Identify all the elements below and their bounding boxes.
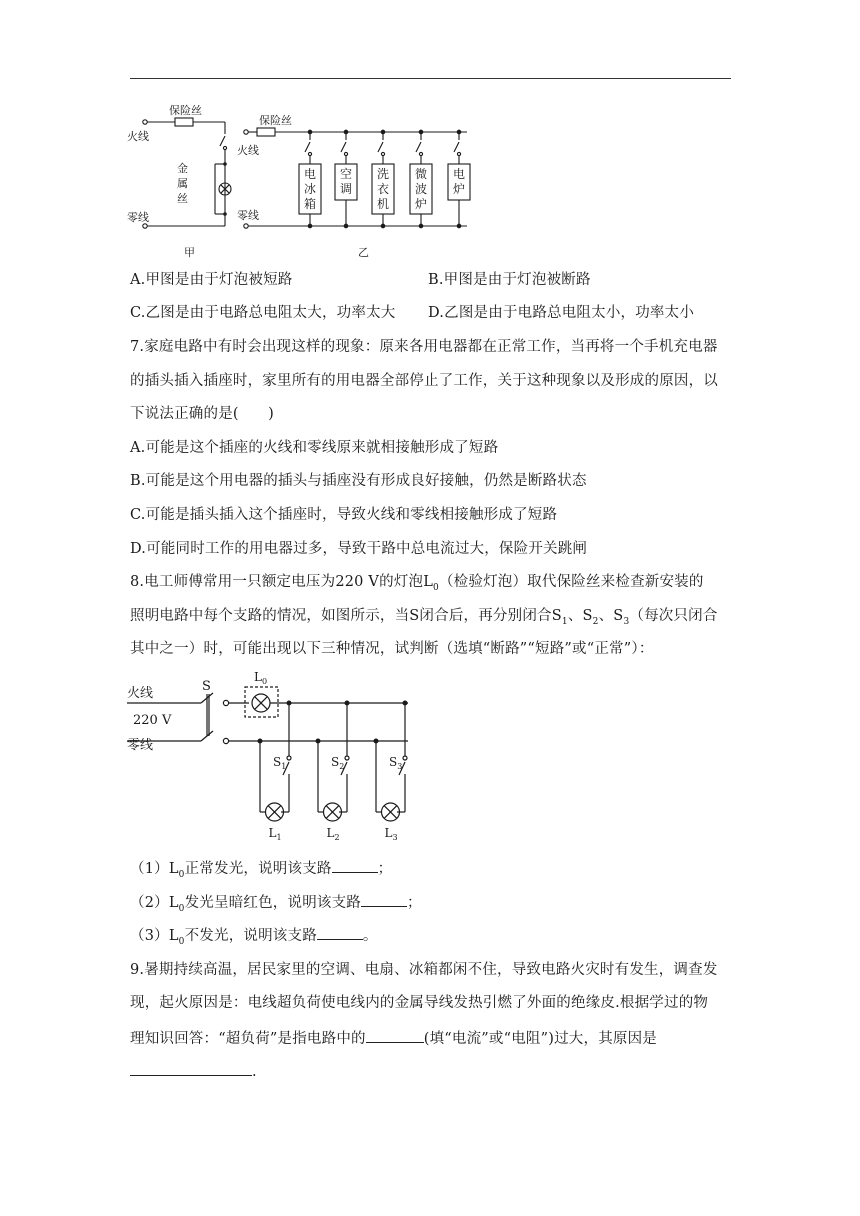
switch-contact <box>287 756 291 760</box>
q8-stem-2-c1: 、S <box>567 608 593 624</box>
switch-contact <box>344 152 347 155</box>
q8-item-2-sub: 0 <box>178 904 185 914</box>
q6-option-a: A.甲图是由于灯泡被短路 <box>130 272 293 288</box>
live-label: 火线 <box>127 686 154 701</box>
switch-contact <box>381 152 384 155</box>
appliance-label-char: 空 <box>340 167 353 181</box>
appliance-label-char: 洗 <box>377 167 390 181</box>
q8-item-1-sub: 0 <box>178 870 185 880</box>
branch-switch-label: $S_3$ <box>389 755 403 771</box>
branch-switch <box>305 142 310 152</box>
caption-yi: 乙 <box>358 246 369 259</box>
q8-stem-2a: 照明电路中每个支路的情况，如图所示，当S闭合后，再分别闭合S <box>130 608 562 624</box>
branch-lamp-label: $L_3$ <box>384 826 398 842</box>
switch-contact <box>419 152 422 155</box>
metal-wire-char-2: 属 <box>177 177 188 190</box>
q8-item-2-pre: （2）L <box>130 895 179 911</box>
q9-blank-1[interactable] <box>366 1027 424 1043</box>
q9-line-3 <box>130 1027 731 1049</box>
appliance-label-char: 衣 <box>377 182 390 196</box>
neutral-label-yi: 零线 <box>237 209 259 222</box>
q8-item-1-blank[interactable] <box>332 857 378 873</box>
test-lamp-label <box>254 670 267 686</box>
switch-contact <box>403 756 407 760</box>
q8-stem-1a: 8.电工师傅常用一只额定电压为220 V的灯泡L <box>130 574 434 590</box>
q8-stem-2-s2: 2 <box>592 617 599 627</box>
q9-line-1: 9.暑期持续高温，居民家里的空调、电扇、冰箱都闲不住，导致电路火灾时有发生，调查发 <box>130 962 718 978</box>
q9-line-4 <box>130 1060 731 1082</box>
q8-stem-line-2 <box>130 606 731 628</box>
junction-dot <box>419 224 423 228</box>
q8-stem-2-s1: 1 <box>561 617 568 627</box>
junction-dot <box>308 224 312 228</box>
junction-dot <box>457 224 461 228</box>
q8-stem-2-s3: 3 <box>623 617 630 627</box>
q8-stem-1-sub: 0 <box>433 583 439 593</box>
branch-switch-label: $S_2$ <box>331 755 345 771</box>
q7-option-c: C.可能是插头插入这个插座时，导致火线和零线相接触形成了短路 <box>130 507 558 523</box>
q8-stem-2b: （每次只闭合 <box>629 608 718 624</box>
live-label-yi: 火线 <box>237 144 259 157</box>
q8-item-1-text: 正常发光，说明该支路 <box>184 861 332 877</box>
q9-line-3b: (填“电流”或“电阻”)过大，其原因是 <box>423 1031 657 1047</box>
main-switch-label: S <box>202 679 211 694</box>
q7-stem-line-2: 的插头插入插座时，家里所有的用电器全部停止了工作，关于这种现象以及形成的原因，以 <box>130 373 718 389</box>
appliance-label-char: 微 <box>415 167 428 181</box>
q8-item-3-end: 。 <box>362 928 378 944</box>
q8-item-2-blank[interactable] <box>361 891 407 907</box>
branch-lamp-label: $L_2$ <box>326 826 340 842</box>
metal-wire-char-1: 金 <box>177 162 188 175</box>
switch-contact <box>345 756 349 760</box>
q8-item-2-text: 发光呈暗红色，说明该支路 <box>184 895 361 911</box>
appliance-label-char: 机 <box>377 197 390 211</box>
test-lamp-letter: L <box>254 670 262 684</box>
q8-item-3 <box>130 924 731 948</box>
fuse-label-yi: 保险丝 <box>259 114 292 127</box>
q6-option-c: C.乙图是由于电路总电阻太大，功率太大 <box>130 305 396 321</box>
appliance-label-char: 冰 <box>304 182 317 196</box>
neutral-label: 零线 <box>127 738 154 753</box>
q8-item-2-end: ； <box>407 895 422 911</box>
q8-stem-line-1 <box>130 572 731 594</box>
appliance-label-char: 炉 <box>453 182 466 196</box>
q7-option-d: D.可能同时工作的用电器过多，导致干路中总电流过大，保险开关跳闸 <box>130 541 588 557</box>
caption-jia: 甲 <box>184 246 195 259</box>
q7-option-a: A.可能是这个插座的火线和零线原来就相接触形成了短路 <box>130 440 499 456</box>
switch-contact <box>457 152 460 155</box>
circuit-figure-test-lamp <box>125 666 425 846</box>
q8-stem-2-c2: 、S <box>598 608 624 624</box>
q8-item-3-text: 不发光，说明该支路 <box>184 928 317 944</box>
branch-switch <box>454 142 459 152</box>
appliance-label-char: 电 <box>453 167 466 181</box>
q8-item-1-pre: （1）L <box>130 861 179 877</box>
q8-item-2 <box>130 891 731 915</box>
q6-option-d: D.乙图是由于电路总电阻太小，功率太小 <box>428 305 695 321</box>
q7-stem-line-1: 7.家庭电路中有时会出现这样的现象：原来各用电器都在正常工作，当再将一个手机充电器 <box>130 339 718 355</box>
q8-item-1-end: ； <box>377 861 393 877</box>
appliance-label-char: 调 <box>340 182 353 196</box>
fuse-label-jia: 保险丝 <box>169 104 202 117</box>
q9-blank-2[interactable] <box>130 1060 252 1076</box>
q9-line-3a: 理知识回答：“超负荷”是指电路中的 <box>130 1031 366 1047</box>
switch-contact <box>308 152 311 155</box>
q7-stem-line-3: 下说法正确的是( ) <box>130 406 275 422</box>
q8-stem-1b: （检验灯泡）取代保险丝来检查新安装的 <box>438 574 704 590</box>
junction-dot <box>381 224 385 228</box>
q9-line-2: 现，起火原因是：电线超负荷使电线内的金属导线发热引燃了外面的绝缘皮.根据学过的物 <box>130 995 709 1011</box>
junction-dot <box>344 224 348 228</box>
q8-item-1 <box>130 857 731 881</box>
q8-stem-line-3: 其中之一）时，可能出现以下三种情况，试判断（选填“断路”“短路”或“正常”）： <box>130 641 654 657</box>
q7-option-b: B.可能是这个用电器的插头与插座没有形成良好接触，仍然是断路状态 <box>130 473 587 489</box>
branch-switch <box>378 142 383 152</box>
metal-wire-char-3: 丝 <box>177 192 188 205</box>
q6-option-b: B.甲图是由于灯泡被断路 <box>428 272 591 288</box>
live-label-jia: 火线 <box>127 130 149 143</box>
q8-item-3-pre: （3）L <box>130 928 179 944</box>
circuit-figure-jia-yi <box>125 96 505 264</box>
appliance-label-char: 波 <box>415 182 428 196</box>
branch-lamp-label: $L_1$ <box>268 826 282 842</box>
appliance-label-char: 电 <box>304 167 317 181</box>
branch-switch <box>416 142 421 152</box>
q9-line-4-end: . <box>252 1064 257 1080</box>
appliance-label-char: 炉 <box>415 197 428 211</box>
neutral-label-jia: 零线 <box>127 211 149 224</box>
voltage-label: 220 V <box>133 713 172 728</box>
test-lamp-sub: 0 <box>261 677 268 686</box>
branch-switch <box>341 142 346 152</box>
q8-item-3-blank[interactable] <box>317 924 363 940</box>
branch-switch-label: $S_1$ <box>273 755 287 771</box>
q8-item-3-sub: 0 <box>178 937 185 947</box>
header-rule <box>130 78 731 79</box>
appliance-label-char: 箱 <box>304 197 317 211</box>
